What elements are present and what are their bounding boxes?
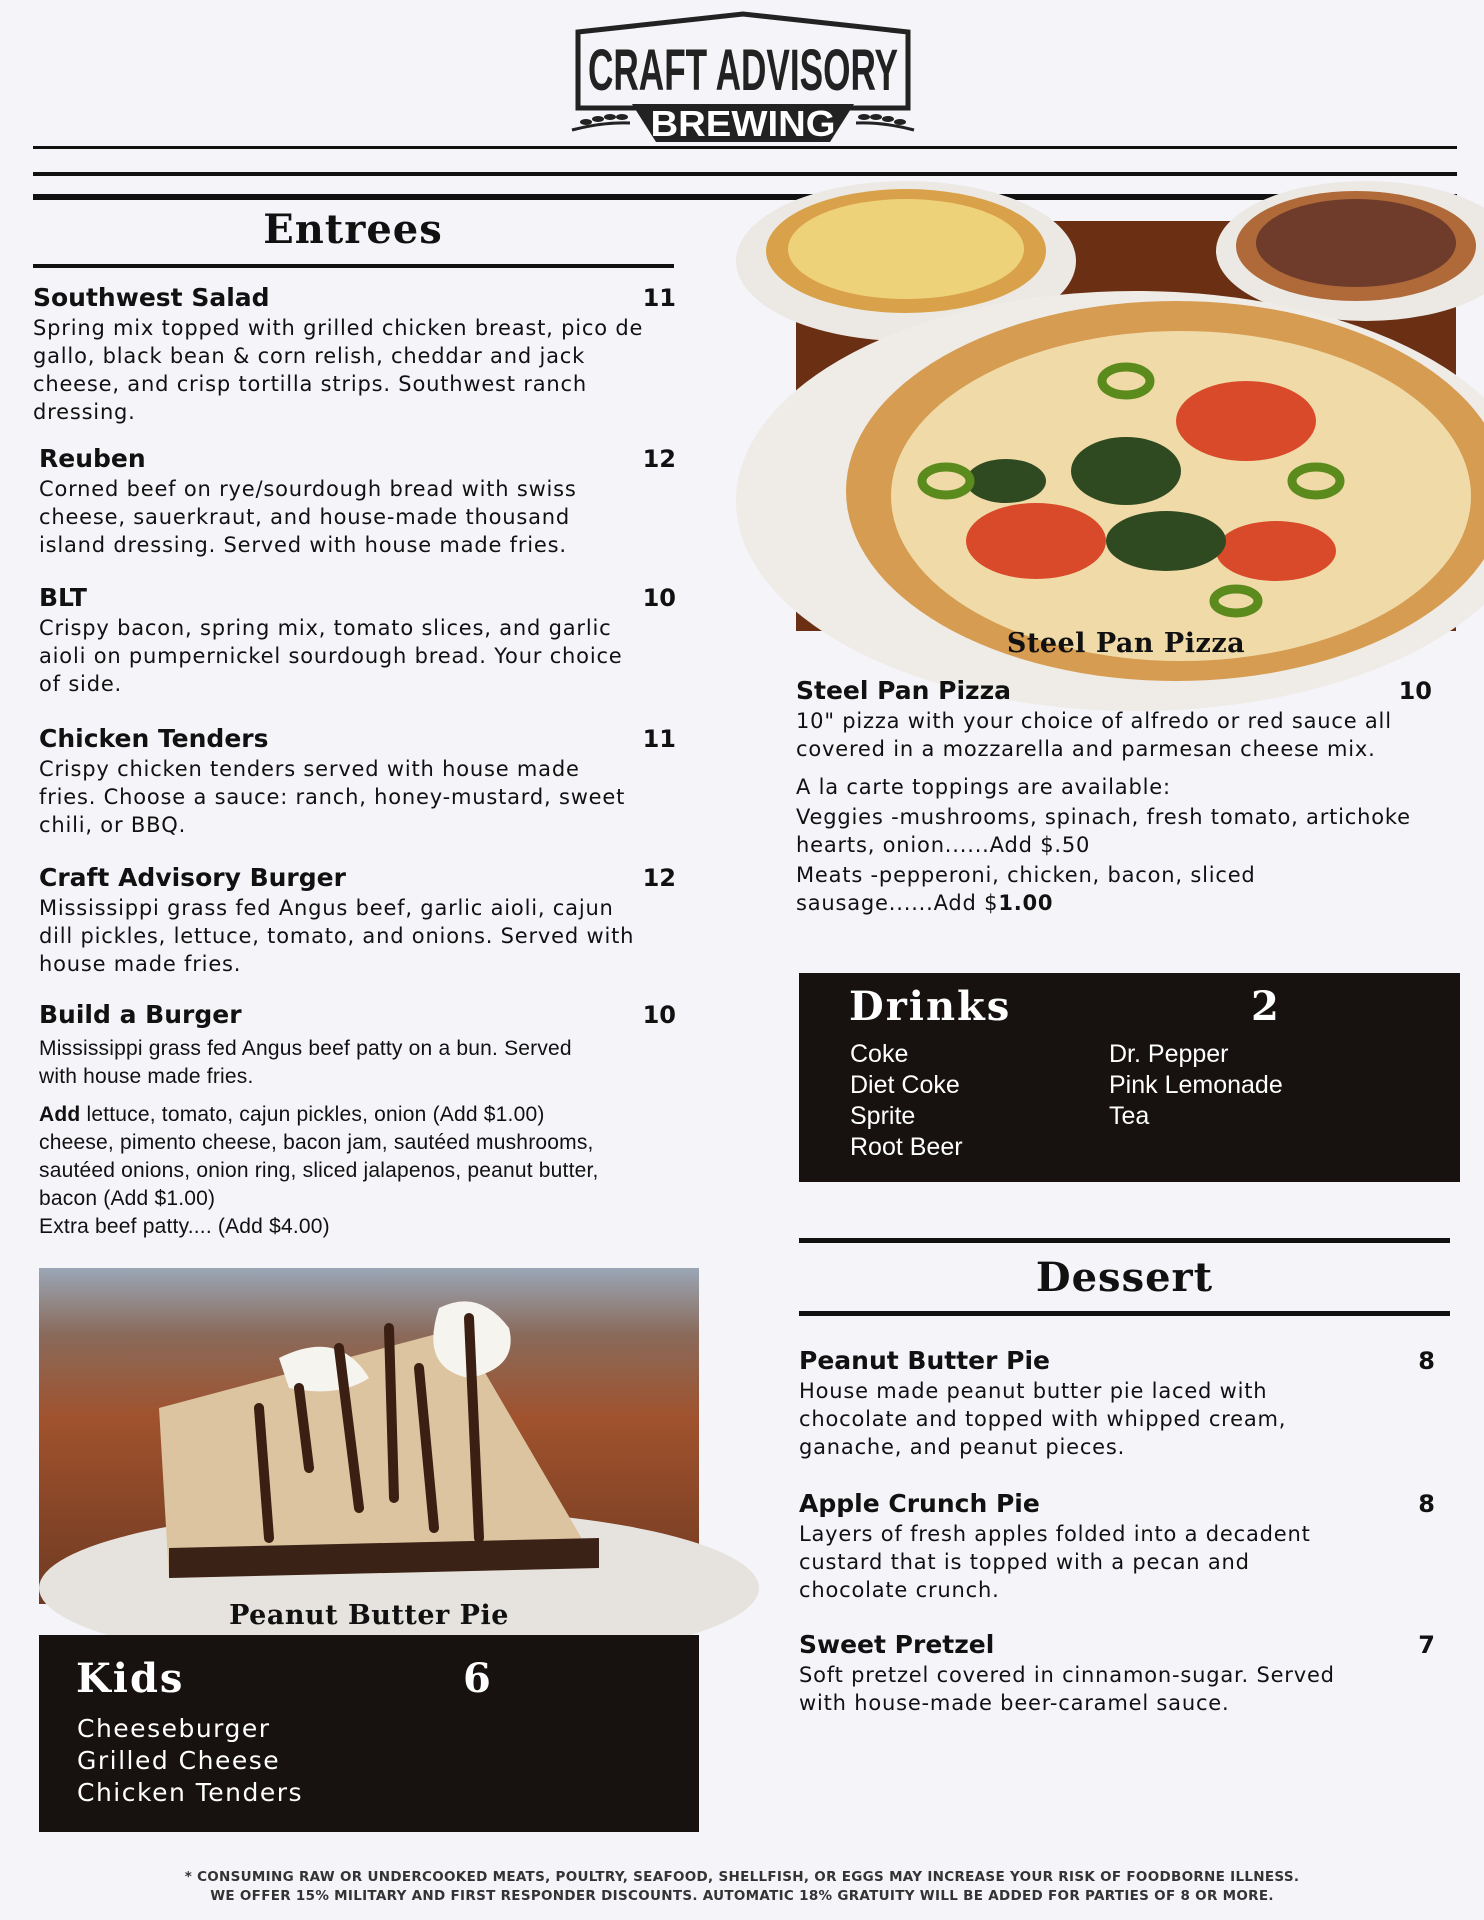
menu-item [33,283,676,426]
item-price: 7 [1418,1631,1435,1659]
drink-item: Tea [1109,1102,1150,1130]
drinks-menu-box [799,973,1460,1182]
drink-item: Diet Coke [850,1071,960,1099]
menu-item [39,583,676,698]
add-option-1: lettuce, tomato, cajun pickles, onion (Add $1.00) [80,1103,545,1126]
item-price: 12 [642,445,676,473]
toppings-intro: A la carte toppings are available: [796,775,1171,799]
svg-text:BREWING: BREWING [650,103,836,144]
add-label: Add [39,1103,81,1126]
toppings-meats [796,861,1416,917]
menu-item [39,444,676,559]
kids-title: Kids [76,1655,185,1702]
dessert-rule-top [799,1238,1450,1243]
drink-item: Dr. Pepper [1109,1040,1229,1068]
kids-item: Cheeseburger [77,1714,271,1743]
dessert-title: Dessert [1035,1254,1214,1301]
entrees-rule [33,264,674,268]
item-desc: Soft pretzel covered in cinnamon-sugar. Served with house-made beer-caramel sauce. [799,1663,1335,1715]
pizza-caption: Steel Pan Pizza [1006,628,1246,659]
item-desc: House made peanut butter pie laced with chocolate and topped with whipped cream, ganache, and peanut pieces. [799,1379,1287,1459]
menu-item [39,724,676,839]
kids-item: Grilled Cheese [77,1746,281,1775]
drink-item: Coke [850,1040,909,1068]
header-rule-2 [33,172,1457,176]
item-name: Build a Burger [39,1000,242,1029]
drink-item: Root Beer [850,1133,963,1161]
menu-item [39,1000,676,1241]
entrees-title: Entrees [263,206,443,253]
item-price: 10 [642,584,676,612]
svg-text:CRAFT ADVISORY: CRAFT ADVISORY [588,38,898,103]
steel-pan-pizza-photo [796,221,1456,631]
item-name: Craft Advisory Burger [39,863,346,892]
drink-item: Sprite [850,1102,916,1130]
kids-item: Chicken Tenders [77,1778,304,1807]
drinks-column-2 [1109,1039,1283,1132]
item-name: Reuben [39,444,146,473]
item-price: 8 [1418,1347,1435,1375]
header-rule-3 [33,194,1457,200]
add-option-2: cheese, pimento cheese, bacon jam, sautéed mushrooms, sautéed onions, onion ring, sliced jalapenos, peanut butter, bacon (Add $1.00) [39,1131,599,1210]
item-desc: 10" pizza with your choice of alfredo or red sauce all covered in a mozzarella and parmesan cheese mix. [796,709,1392,761]
pizza-menu-item [796,676,1432,917]
item-desc: Mississippi grass fed Angus beef patty on a bun. Served with house made fries. [39,1037,572,1088]
kids-price: 6 [463,1655,493,1702]
item-desc: Corned beef on rye/sourdough bread with swiss cheese, sauerkraut, and house-made thousand island dressing. Served with house made fries. [39,477,577,557]
pie-caption: Peanut Butter Pie [229,1600,509,1631]
item-name: Sweet Pretzel [799,1630,995,1659]
menu-item [799,1489,1435,1604]
item-price: 11 [642,725,676,753]
header-rule-1 [33,146,1457,149]
item-desc: Layers of fresh apples folded into a decadent custard that is topped with a pecan and chocolate crunch. [799,1522,1311,1602]
peanut-butter-pie-photo [39,1268,699,1604]
brand-logo [572,10,914,145]
item-name: Peanut Butter Pie [799,1346,1050,1375]
drinks-column-1 [850,1039,963,1163]
drinks-price: 2 [1251,983,1281,1030]
kids-menu-box [39,1635,699,1832]
meats-text: Meats -pepperoni, chicken, bacon, sliced sausage......Add $ [796,863,1256,915]
item-price: 11 [642,284,676,312]
item-desc: Spring mix topped with grilled chicken breast, pico de gallo, black bean & corn relish, cheddar and jack cheese, and crisp tortilla strips. Southwest ranch dressing. [33,316,644,424]
footer-disclaimer [0,1868,1484,1906]
drinks-title: Drinks [849,983,1012,1030]
item-price: 10 [1398,677,1432,705]
item-name: Apple Crunch Pie [799,1489,1040,1518]
item-price: 10 [642,1001,676,1029]
item-name: BLT [39,583,87,612]
item-desc: Mississippi grass fed Angus beef, garlic aioli, cajun dill pickles, lettuce, tomato, and onions. Served with house made fries. [39,896,635,976]
meats-price: 1.00 [998,891,1054,915]
item-price: 12 [642,864,676,892]
item-name: Steel Pan Pizza [796,676,1012,705]
build-add-options [39,1101,639,1129]
drink-item: Pink Lemonade [1109,1071,1283,1099]
footer-line-1: * CONSUMING RAW OR UNDERCOOKED MEATS, POULTRY, SEAFOOD, SHELLFISH, OR EGGS MAY INCREASE YOUR RISK OF FOODBORNE ILLNESS. [184,1869,1300,1885]
menu-item [39,863,676,978]
menu-item [799,1630,1435,1717]
item-name: Chicken Tenders [39,724,269,753]
item-price: 8 [1418,1490,1435,1518]
item-name: Southwest Salad [33,283,270,312]
dessert-rule-bottom [799,1311,1450,1316]
menu-item [799,1346,1435,1461]
item-desc: Crispy bacon, spring mix, tomato slices, and garlic aioli on pumpernickel sourdough bread. Your choice of side. [39,616,623,696]
toppings-veggies: Veggies -mushrooms, spinach, fresh tomato, artichoke hearts, onion......Add $.50 [796,805,1411,857]
add-option-3: Extra beef patty.... (Add $4.00) [39,1215,330,1238]
footer-line-2: WE OFFER 15% MILITARY AND FIRST RESPONDER DISCOUNTS. AUTOMATIC 18% GRATUITY WILL BE ADDED FOR PARTIES OF 8 OR MORE. [210,1888,1274,1904]
item-desc: Crispy chicken tenders served with house made fries. Choose a sauce: ranch, honey-mustard, sweet chili, or BBQ. [39,757,626,837]
